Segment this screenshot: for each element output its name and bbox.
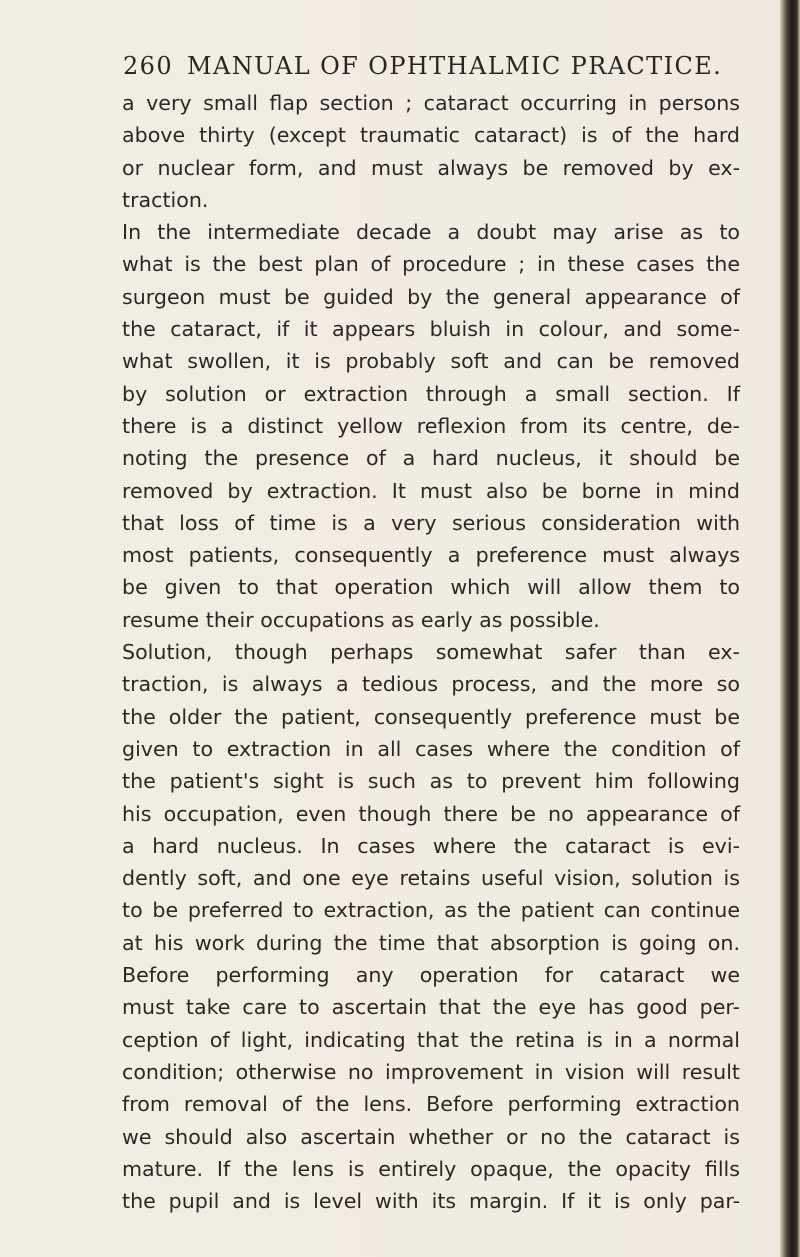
text-line: ception of light, indicating that the retina is in a normal	[122, 1027, 740, 1052]
running-header	[123, 52, 723, 80]
text-line: most patients, consequently a preference must always	[122, 543, 740, 568]
text-line: removed by extraction. It must also be borne in mind	[122, 478, 740, 503]
text-line: from removal of the lens. Before performing extraction	[122, 1092, 740, 1117]
text-line: to be preferred to extraction, as the patient can continue	[122, 898, 740, 923]
text-line: condition; otherwise no improvement in vision will result	[122, 1059, 740, 1084]
text-line: Solution, though perhaps somewhat safer than ex-	[122, 640, 740, 665]
text-line: that loss of time is a very serious consideration with	[122, 510, 740, 535]
text-line: the patient's sight is such as to prevent him following	[122, 769, 740, 794]
text-line: must take care to ascertain that the eye has good per-	[122, 995, 740, 1020]
text-line: a hard nucleus. In cases where the cataract is evi-	[122, 833, 740, 858]
text-line: the cataract, if it appears bluish in colour, and some-	[122, 317, 740, 342]
body-text	[122, 87, 740, 1217]
text-line: traction, is always a tedious process, and the more so	[122, 672, 740, 697]
text-line: by solution or extraction through a small section. If	[122, 381, 740, 406]
text-line: the older the patient, consequently preference must be	[122, 704, 740, 729]
text-line: above thirty (except traumatic cataract) is of the hard	[122, 123, 740, 148]
text-line: traction.	[122, 187, 209, 212]
text-line: a very small flap section ; cataract occurring in persons	[122, 91, 740, 115]
text-line: Before performing any operation for cataract we	[122, 963, 740, 988]
text-line: resume their occupations as early as possible.	[122, 607, 600, 632]
text-line: mature. If the lens is entirely opaque, the opacity fills	[122, 1156, 740, 1181]
text-line: dently soft, and one eye retains useful vision, solution is	[122, 866, 740, 891]
text-line: surgeon must be guided by the general appearance of	[122, 284, 740, 309]
text-line: what is the best plan of procedure ; in these cases the	[122, 252, 740, 277]
text-line: at his work during the time that absorption is going on.	[122, 930, 740, 955]
text-line: what swollen, it is probably soft and can be removed	[122, 349, 740, 374]
running-title: MANUAL OF OPHTHALMIC PRACTICE.	[187, 52, 723, 80]
text-line: there is a distinct yellow reflexion from its centre, de-	[122, 413, 740, 438]
text-line: noting the presence of a hard nucleus, it should be	[122, 446, 740, 471]
page-number: 260	[123, 52, 174, 80]
text-line: the pupil and is level with its margin. If it is only par-	[122, 1189, 740, 1214]
text-line: In the intermediate decade a doubt may arise as to	[122, 220, 740, 245]
text-line: his occupation, even though there be no appearance of	[122, 801, 740, 826]
text-line: be given to that operation which will allow them to	[122, 575, 740, 600]
text-line: we should also ascertain whether or no the cataract is	[122, 1124, 740, 1149]
text-line: given to extraction in all cases where the condition of	[122, 736, 740, 761]
page-edge-binding	[780, 0, 800, 1257]
text-line: or nuclear form, and must always be removed by ex-	[122, 155, 740, 180]
